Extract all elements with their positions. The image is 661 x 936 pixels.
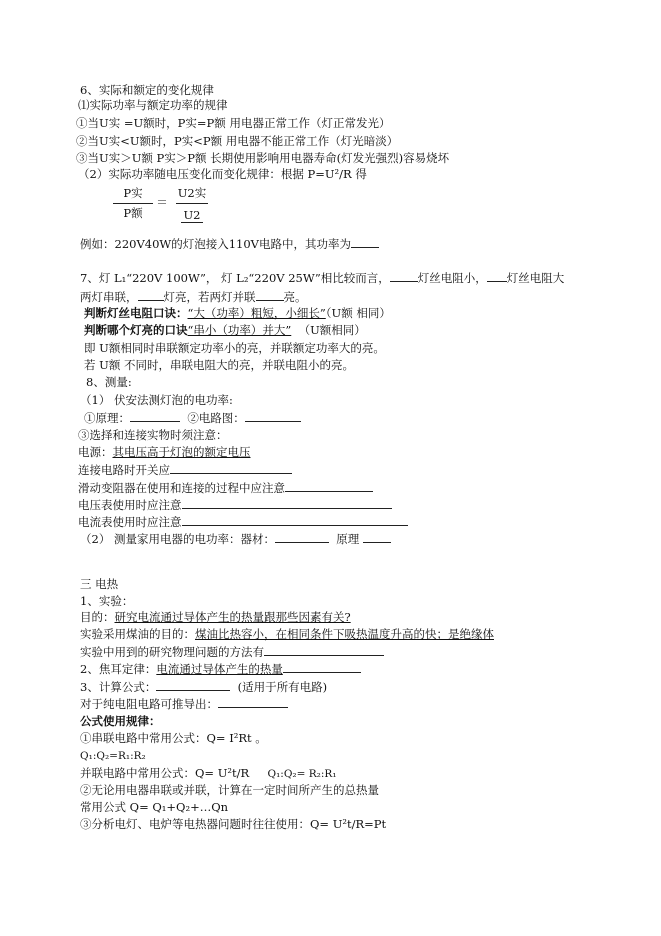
measure-subheading-1: （1） 伏安法测灯泡的电功率: [80, 393, 233, 407]
switch-blank [170, 462, 292, 474]
rule-resistance [84, 306, 391, 321]
series-ratio: Q₁:Q₂=R₁:R₂ [80, 750, 146, 762]
example-blank [351, 236, 379, 248]
fraction-right-sub-bar [181, 222, 203, 223]
method-label: 实验中用到的研究物理问题的方法有 [80, 645, 264, 659]
switch-label: 连接电路时开关应 [78, 463, 170, 477]
switch-line [78, 462, 292, 478]
formula-blank [156, 679, 230, 691]
fraction-right-denominator: U2 [183, 208, 201, 222]
rule-resistance-mnemonic: “大（功率）粗短，小细长” [187, 306, 326, 320]
blank-parallel [256, 289, 284, 301]
pure-resistance-label: 对于纯电阻电路可推导出： [80, 697, 218, 711]
blank-large-resistance [487, 270, 507, 282]
ammeter-label: 电流表使用时应注意 [78, 515, 182, 529]
goal-line [80, 610, 351, 625]
rule-subheading-1: ⑴实际功率与额定功率的规律 [78, 98, 228, 112]
example-text: 例如：220V40W的灯泡接入110V电路中，其功率为 [80, 237, 351, 251]
goal-text: 研究电流通过导体产生的热量跟那些因素有关? [114, 610, 351, 624]
rule-subheading-2: （2）实际功率随电压变化而变化规律：根据 P=U²/R 得 [78, 167, 367, 181]
rule-brightness-condition: （U额相同） [298, 323, 366, 337]
total-heat-line: ②无论用电器串联或并联，计算在一定时间所产生的总热量 [80, 783, 379, 797]
item-7-line-2 [80, 289, 307, 305]
principle-blank [130, 410, 180, 422]
heater-formula: ③分析电灯、电炉等电热器问题时往往使用：Q= U²t/R=Pt [80, 817, 387, 831]
parallel-line [80, 766, 337, 782]
household-principle-label: 原理 [336, 532, 360, 546]
item-7-small-resistance: 灯丝电阻小， [417, 271, 487, 285]
formula-label: 3、计算公式： [80, 680, 157, 694]
fraction-left-bar [113, 203, 153, 204]
rule-brightness [84, 323, 366, 338]
rheostat-label: 滑动变阻器在使用和连接的过程中应注意 [78, 481, 285, 495]
fraction-right-bar [176, 203, 208, 204]
rule-brightness-mnemonic: “串小（功率）并大” [187, 323, 292, 337]
item-7-large-resistance: 灯丝电阻大 [506, 271, 565, 285]
series-text: 两灯串联， [80, 290, 138, 304]
item-7-lamps: 7、灯 L₁“220V 100W”， 灯 L₂“220V 25W”相比较而言， [80, 271, 390, 285]
rule-brightness-label: 判断哪个灯亮的口诀 [84, 323, 188, 337]
voltmeter-line [78, 497, 392, 513]
power-requirement: 其电压高于灯泡的额定电压 [112, 445, 251, 459]
parallel-ratio: Q₁:Q₂= R₂:R₁ [267, 768, 337, 780]
section-8-heading: 8、测量: [86, 375, 132, 389]
formula-scope: (适用于所有电路) [237, 680, 328, 694]
power-label: 电源： [78, 445, 113, 459]
note-2: 若 U额 不同时，串联电阻大的亮，并联电阻小的亮。 [84, 358, 355, 372]
series-formula: ①串联电路中常用公式：Q= I²Rt 。 [80, 731, 267, 745]
kerosene-reason: 煤油比热容小，在相同条件下吸热温度升高的快；是绝缘体 [195, 627, 494, 641]
kerosene-line [80, 627, 494, 642]
fraction-left-denominator: P额 [123, 206, 143, 220]
pure-resistance-blank [218, 696, 288, 708]
rheostat-blank [285, 480, 373, 492]
common-formula: 常用公式 Q= Q₁+Q₂+…Qn [80, 800, 229, 814]
household-principle-blank [363, 531, 391, 543]
equipment-blank [275, 531, 329, 543]
method-blank [264, 644, 384, 656]
kerosene-label: 实验采用煤油的目的： [80, 627, 195, 641]
blank-series [138, 289, 164, 301]
item-7-line-1 [80, 270, 564, 286]
joule-law-blank [283, 661, 361, 673]
rheostat-line [78, 480, 373, 496]
note-1: 即 U额相同时串联额定功率小的亮，并联额定功率大的亮。 [84, 341, 385, 355]
formula-rules-heading: 公式使用规律： [80, 714, 161, 728]
ammeter-line [78, 514, 408, 530]
formula-line [80, 679, 327, 695]
experiment-heading: 1、实验： [80, 594, 134, 608]
power-line [78, 445, 251, 460]
measure-subheading-2 [80, 531, 391, 547]
measure-item-3: ③选择和连接实物时须注意： [78, 428, 228, 442]
voltmeter-label: 电压表使用时应注意 [78, 498, 182, 512]
method-line [80, 644, 384, 660]
equals-sign: ＝ [156, 195, 168, 209]
example-line [80, 236, 379, 252]
ammeter-blank [182, 514, 408, 526]
joule-law-text: 电流通过导体产生的热量 [156, 662, 283, 676]
fraction-left-numerator: P实 [123, 186, 143, 200]
parallel-formula: 并联电路中常用公式：Q= U²t/R [80, 766, 250, 780]
goal-label: 目的： [80, 610, 115, 624]
principle-label: ①原理： [84, 411, 130, 425]
fraction-right-numerator: U2实 [177, 186, 207, 200]
circuit-label: ②电路图： [187, 411, 245, 425]
rule-resistance-condition: （U额 相同） [325, 306, 391, 320]
rule-line-3: ③当U实＞U额 P实＞P额 长期使用影响用电器寿命(灯发光强烈)容易烧坏 [76, 151, 450, 165]
section-electric-heat-heading: 三 电热 [80, 577, 119, 591]
bright-text: 亮。 [283, 290, 307, 304]
rule-resistance-label: 判断灯丝电阻口诀： [84, 306, 188, 320]
parallel-text: 灯亮，若两灯并联 [163, 290, 256, 304]
household-label: （2） 测量家用电器的电功率：器材： [80, 532, 275, 546]
rule-line-2: ②当U实<U额时，P实<P额 用电器不能正常工作（灯光暗淡） [76, 134, 399, 148]
pure-resistance-line [80, 696, 288, 712]
measure-item-1 [84, 410, 301, 426]
blank-small-resistance [390, 270, 418, 282]
joule-law-line [80, 661, 361, 677]
voltmeter-blank [182, 497, 392, 509]
circuit-blank [245, 410, 301, 422]
joule-law-label: 2、焦耳定律： [80, 662, 157, 676]
section-6-heading: 6、实际和额定的变化规律 [80, 83, 214, 97]
rule-line-1: ①当U实 =U额时，P实=P额 用电器正常工作（灯正常发光） [76, 116, 391, 130]
